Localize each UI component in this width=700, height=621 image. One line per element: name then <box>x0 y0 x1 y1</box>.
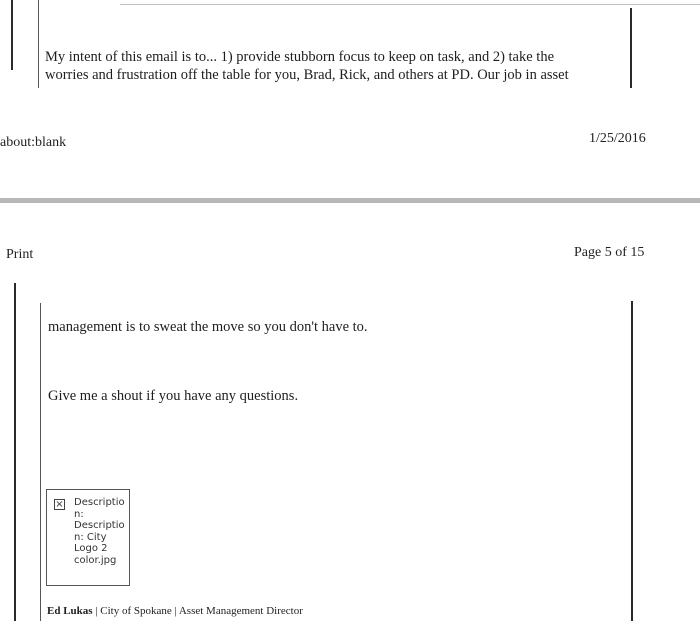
top-border-line <box>120 4 700 5</box>
broken-image-placeholder <box>46 489 130 586</box>
image-alt-text: Descriptio n: Descriptio n: City Logo 2 color.jpg <box>74 497 125 566</box>
page-number: Page 5 of 15 <box>574 245 645 260</box>
signature-title: | City of Spokane | Asset Management Director <box>92 605 303 617</box>
signature-line <box>47 605 303 617</box>
email-body-line-4: Give me a shout if you have any questions. <box>48 388 299 404</box>
quote-margin-line-2 <box>40 303 41 621</box>
page-separator <box>0 198 700 203</box>
signature-name: Ed Lukas <box>47 605 93 617</box>
left-margin-line <box>11 0 13 70</box>
email-body-line-3: management is to sweat the move so you don't have to. <box>48 319 368 335</box>
page-footer-date: 1/25/2016 <box>589 131 646 146</box>
right-margin-line <box>630 8 632 88</box>
email-body-line-2: worries and frustration off the table for you, Brad, Rick, and others at PD. Our job in asset <box>45 67 569 83</box>
quote-margin-line <box>38 0 39 88</box>
right-margin-line-2 <box>631 301 633 621</box>
page-footer-url: about:blank <box>0 135 67 150</box>
left-margin-line-2 <box>14 283 16 621</box>
print-header: Print <box>6 247 34 262</box>
email-body-line-1: My intent of this email is to... 1) provide stubborn focus to keep on task, and 2) take the <box>45 49 555 65</box>
broken-image-icon: × <box>55 499 64 510</box>
